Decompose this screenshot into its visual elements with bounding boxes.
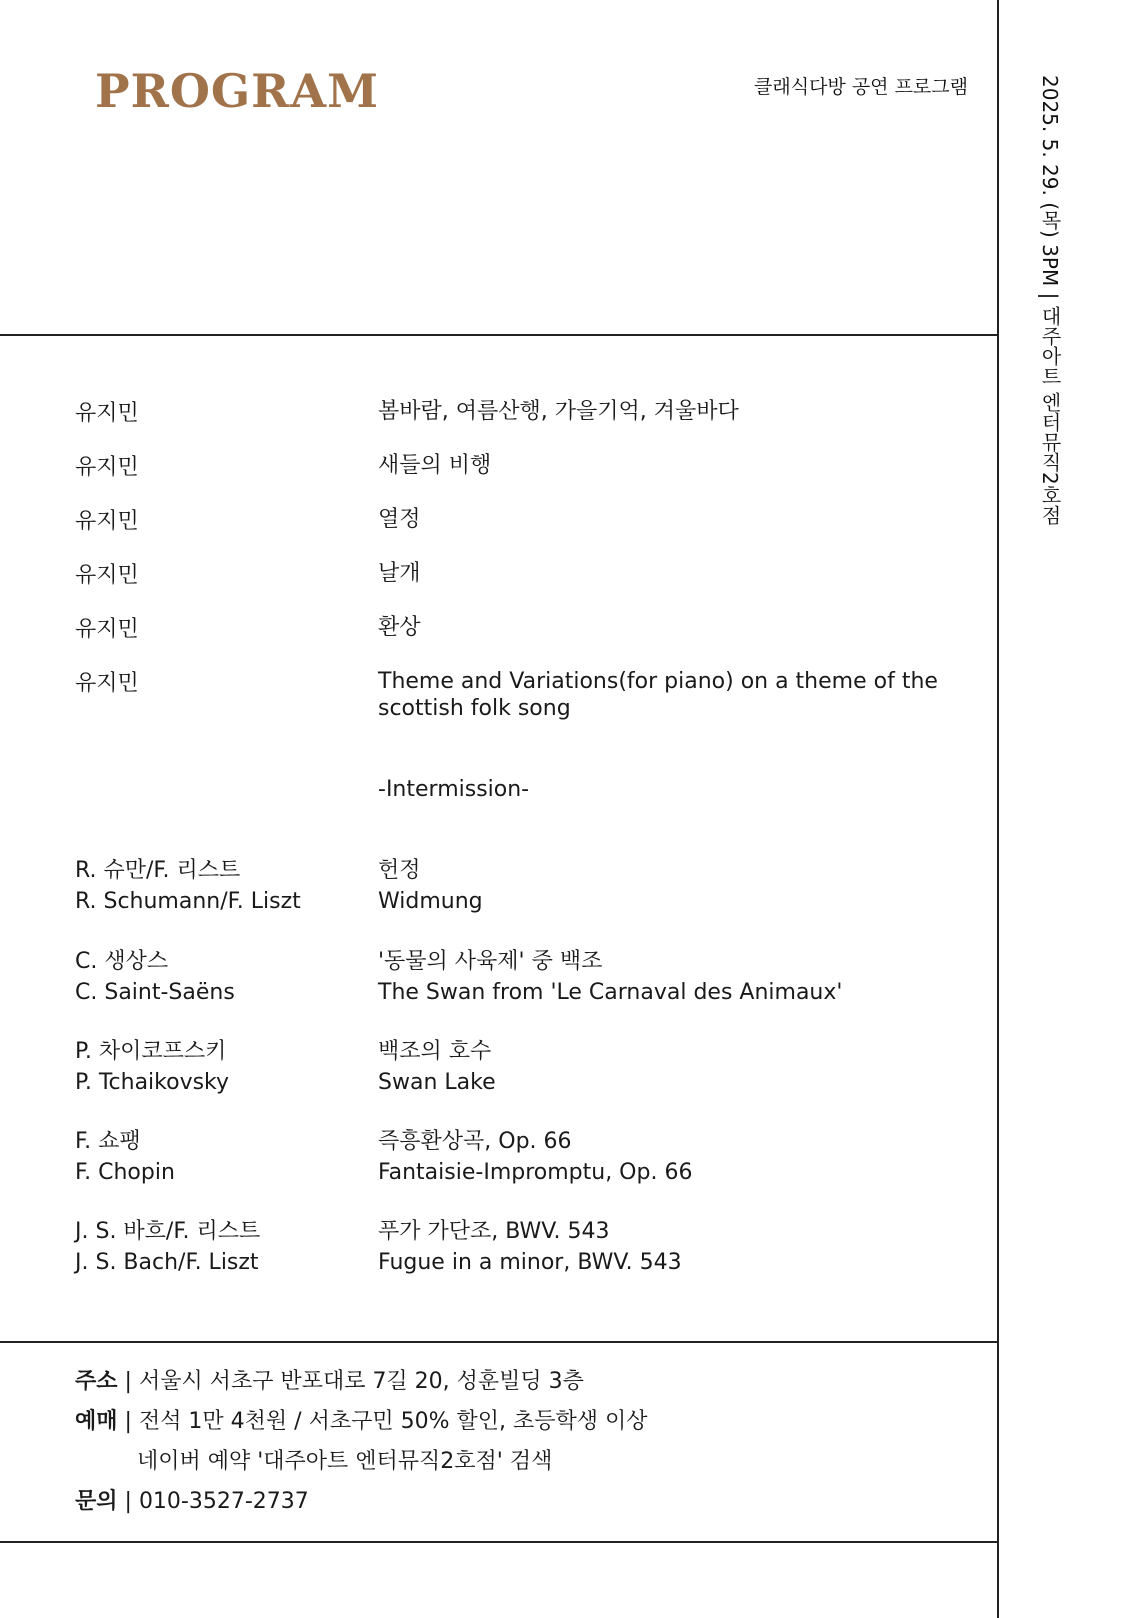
piece-en: Swan Lake bbox=[378, 1070, 496, 1095]
piece-en: Widmung bbox=[378, 889, 483, 914]
date-venue-vertical: 2025. 5. 29. (목) 3PM | 대주아트 엔터뮤직2호점 bbox=[1038, 75, 1062, 525]
composer-en: R. Schumann/F. Liszt bbox=[75, 889, 301, 914]
header-divider bbox=[0, 334, 998, 336]
right-vertical-rule bbox=[997, 0, 999, 1618]
contact: 010-3527-2737 bbox=[138, 1489, 309, 1514]
piece-en: The Swan from 'Le Carnaval des Animaux' bbox=[378, 980, 843, 1005]
piece-ko: 헌정 bbox=[378, 858, 421, 883]
composer: 유지민 bbox=[75, 401, 139, 426]
booking-note: 네이버 예약 '대주아트 엔터뮤직2호점' 검색 bbox=[137, 1449, 553, 1474]
booking-label: 예매 bbox=[75, 1409, 118, 1434]
contact-line bbox=[75, 1491, 309, 1513]
piece-ko: '동물의 사육제' 중 백조 bbox=[378, 949, 603, 974]
composer-ko: R. 슈만/F. 리스트 bbox=[75, 858, 241, 883]
piece: 환상 bbox=[378, 615, 421, 640]
composer-ko: P. 차이코프스키 bbox=[75, 1039, 227, 1064]
piece-en: Fugue in a minor, BWV. 543 bbox=[378, 1250, 682, 1275]
page-title: PROGRAM bbox=[95, 64, 380, 118]
piece: 새들의 비행 bbox=[378, 453, 492, 478]
address-label: 주소 bbox=[75, 1369, 118, 1394]
composer-ko: C. 생상스 bbox=[75, 949, 169, 974]
piece-ko: 백조의 호수 bbox=[378, 1039, 492, 1064]
booking-line bbox=[75, 1411, 647, 1433]
piece: 열정 bbox=[378, 507, 421, 532]
composer-ko: J. S. 바흐/F. 리스트 bbox=[75, 1219, 261, 1244]
composer: 유지민 bbox=[75, 671, 139, 696]
piece: 봄바람, 여름산행, 가을기억, 겨울바다 bbox=[378, 399, 739, 424]
page-subtitle: 클래식다방 공연 프로그램 bbox=[754, 76, 968, 98]
composer: 유지민 bbox=[75, 509, 139, 534]
piece-ko: 즉흥환상곡, Op. 66 bbox=[378, 1129, 572, 1154]
booking: 전석 1만 4천원 / 서초구민 50% 할인, 초등학생 이상 bbox=[138, 1409, 648, 1434]
contact-label: 문의 bbox=[75, 1489, 118, 1514]
composer-en: P. Tchaikovsky bbox=[75, 1070, 230, 1095]
bottom-divider bbox=[0, 1541, 998, 1543]
piece: Theme and Variations(for piano) on a theme of the scottish folk song bbox=[378, 669, 938, 721]
address: 서울시 서초구 반포대로 7길 20, 성훈빌딩 3층 bbox=[138, 1369, 584, 1394]
piece-ko: 푸가 가단조, BWV. 543 bbox=[378, 1219, 610, 1244]
composer: 유지민 bbox=[75, 563, 139, 588]
separator: | bbox=[124, 1409, 132, 1434]
address-line bbox=[75, 1371, 584, 1393]
separator: | bbox=[124, 1369, 132, 1394]
piece-en: Fantaisie-Impromptu, Op. 66 bbox=[378, 1160, 693, 1185]
footer-divider bbox=[0, 1341, 998, 1343]
composer-ko: F. 쇼팽 bbox=[75, 1129, 141, 1154]
composer: 유지민 bbox=[75, 455, 139, 480]
separator: | bbox=[124, 1489, 132, 1514]
composer-en: F. Chopin bbox=[75, 1160, 175, 1185]
composer-en: J. S. Bach/F. Liszt bbox=[75, 1250, 259, 1275]
composer-en: C. Saint-Saëns bbox=[75, 980, 235, 1005]
composer: 유지민 bbox=[75, 617, 139, 642]
piece: 날개 bbox=[378, 561, 421, 586]
intermission: -Intermission- bbox=[378, 777, 530, 802]
